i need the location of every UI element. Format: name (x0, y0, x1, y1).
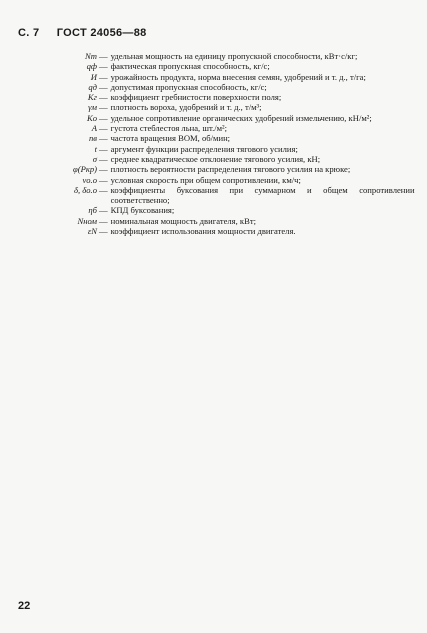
definition-symbol: φ(Pкр) (72, 164, 97, 175)
definition-symbol: εN (87, 226, 97, 237)
definition-dash: — (99, 71, 108, 82)
definition-dash: — (99, 164, 108, 175)
definition-text: плотность вероятности распределения тягового усилия на крюке; (110, 164, 351, 175)
definition-row (0, 133, 427, 143)
definition-symbol: Nном (77, 215, 97, 226)
page-header (18, 27, 147, 39)
definition-row (0, 72, 427, 82)
definition-text: условная скорость при общем сопротивлении, км/ч; (110, 174, 301, 185)
definition-row (0, 185, 427, 206)
definition-row (0, 102, 427, 112)
definition-dash: — (99, 205, 108, 216)
definition-text: коэффициенты буксования при суммарном и общем сопротивлении соответственно; (110, 184, 415, 206)
definition-dash: — (99, 226, 108, 237)
definition-text: плотность вороха, удобрений и т. д., т/м³; (110, 102, 262, 113)
page-number: 22 (18, 600, 31, 612)
definition-text: среднее квадратическое отклонение тягового усилия, кН; (110, 153, 321, 164)
definition-text: допустимая пропускная способность, кг/с; (110, 81, 267, 92)
definition-row (0, 144, 427, 154)
definition-symbol: γм (88, 102, 97, 113)
definition-text: аргумент функции распределения тягового усилия; (110, 143, 298, 154)
definition-text: КПД буксования; (110, 205, 175, 216)
definition-row (0, 113, 427, 123)
definition-dash: — (99, 81, 108, 92)
definition-text: густота стеблестоя льна, шт./м²; (110, 123, 228, 134)
definition-symbol: t (94, 143, 97, 154)
definition-text: удельная мощность на единицу пропускной способности, кВт·с/кг; (110, 51, 358, 61)
definition-dash: — (99, 184, 108, 195)
definition-row (0, 216, 427, 226)
definition-text: урожайность продукта, норма внесения семян, удобрений и т. д., т/га; (110, 71, 366, 82)
definition-dash: — (99, 51, 108, 61)
definition-symbol: qф (86, 61, 97, 72)
definition-symbol: Kо (86, 112, 97, 123)
definition-row (0, 226, 427, 236)
definition-dash: — (99, 143, 108, 154)
definition-row (0, 123, 427, 133)
definition-row (0, 61, 427, 71)
definition-symbol: vо.о (82, 174, 97, 185)
definition-text: коэффициент гребнистости поверхности поля; (110, 92, 282, 103)
definition-symbol: Kг (87, 92, 97, 103)
definitions-list (0, 51, 427, 236)
definition-row (0, 154, 427, 164)
definition-text: фактическая пропускная способность, кг/с; (110, 61, 270, 72)
definition-row (0, 205, 427, 215)
definition-dash: — (99, 112, 108, 123)
definition-text: удельное сопротивление органических удобрений измельчению, кН/м²; (110, 112, 372, 123)
definition-symbol: nв (88, 133, 97, 144)
definition-dash: — (99, 153, 108, 164)
definition-dash: — (99, 123, 108, 134)
standard-code: ГОСТ 24056—88 (56, 27, 147, 39)
definition-dash: — (99, 92, 108, 103)
definition-dash: — (99, 215, 108, 226)
definition-text: коэффициент использования мощности двигателя. (110, 226, 296, 237)
definition-symbol: A (91, 123, 97, 134)
definition-dash: — (99, 174, 108, 185)
definition-row (0, 51, 427, 61)
definition-dash: — (99, 133, 108, 144)
definition-row (0, 82, 427, 92)
definition-text: номинальная мощность двигателя, кВт; (110, 215, 256, 226)
definition-row (0, 175, 427, 185)
page-label: С. 7 (18, 27, 40, 39)
definition-symbol: И (90, 71, 97, 82)
definition-symbol: ηб (88, 205, 97, 216)
definition-symbol: δ, δо.о (73, 184, 97, 195)
definition-symbol: Nт (85, 51, 97, 61)
definition-symbol: qд (88, 81, 97, 92)
definition-row (0, 92, 427, 102)
definition-dash: — (99, 102, 108, 113)
definition-row (0, 164, 427, 174)
definition-text: частота вращения ВОМ, об/мин; (110, 133, 231, 144)
definition-symbol: σ (92, 153, 97, 164)
definition-dash: — (99, 61, 108, 72)
